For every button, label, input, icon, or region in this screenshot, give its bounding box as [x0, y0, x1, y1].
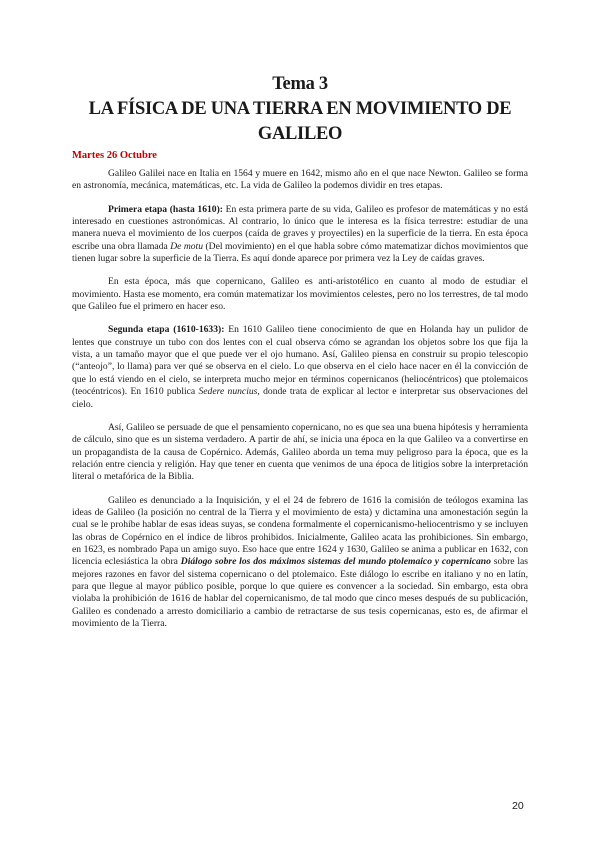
title-topic-number: Tema 3 — [272, 74, 328, 94]
session-date: Martes 26 Octubre — [72, 150, 157, 161]
second-stage-text-a: En 1610 Galileo tiene conocimiento de que en Holanda hay un pulidor de lentes que construye un tubo con dos lentes con el cual observa cómo se agrandan los objetos sobre los que fija la vista, a un tamaño mayor que el que puede ver el ojo humano. Así, Galileo piensa en construir su propio telescopio (“anteojo”, lo llama) para ver qué se observa en el cielo. Lo que observa en el cielo hace nacer en él la convicción de que lo está viendo en el cielo, se interpreta mucho mejor en términos copernicanos (heliocéntricos) que ptolemaicos (teocéntricos). En 1610 publica — [72, 324, 528, 398]
paragraph-intro: Galileo Galilei nace en Italia en 1564 y muere en 1642, mismo año en el que nace Newton. Galileo se forma en astronomía, mecánica, matemáticas, etc. La vida de Galileo la podemos dividir en tres etapas. — [72, 168, 528, 192]
inquisition-text-a: Galileo es denunciado a la Inquisición, y el el 24 de febrero de 1616 la comisión de teólogos examina las ideas de Galileo (la posición no central de la Tierra y el movimiento de esta) y dictamina una amonestación según la cual se le prohíbe hablar de esas ideas suyas, se condena formalmente el copernicanismo-heliocentrismo y se incluyen las obras de Copérnico en el índice de libros prohibidos. Inicialmente, Galileo acata las prohibiciones. Sin embargo, en 1623, es nombrado Papa un amigo suyo. Eso hace que entre 1624 y 1630, Galileo se anima a publicar en 1632, con licencia eclesiástica la obra — [72, 494, 528, 568]
paragraph-anti-aristotelian: En esta época, más que copernicano, Galileo es anti-aristotélico en cuanto al modo de estudiar el movimiento. Hasta ese momento, era común matematizar los movimientos celestes, pero no los terrestres, de tal modo que Galileo fue el primero en hacer eso. — [72, 276, 528, 313]
paragraph-copernican-conviction: Así, Galileo se persuade de que el pensamiento copernicano, no es que sea una buena hipótesis y herramienta de cálculo, sino que es un sistema verdadero. A partir de ahí, se inicia una época en la que Galileo va a convertirse en un propagandista de la causa de Copérnico. Además, Galileo aborda un tema muy peligroso para la época, que es la relación entre ciencia y religión. Hay que tener en cuenta que venimos de una época de litigios sobre la interpretación literal o metafórica de la Biblia. — [72, 421, 528, 483]
paragraph-second-stage — [72, 324, 528, 410]
page-number: 20 — [512, 800, 524, 812]
book-title-dialogo: Diálogo sobre los dos máximos sistemas del mundo ptolemaico y copernicano — [180, 556, 491, 568]
first-stage-text-b: (Del movimiento) en el que habla sobre cómo matematizar dichos movimientos que tienen lugar sobre la superficie de la Tierra. Es aquí donde aparece por primera vez la Ley de caídas graves. — [72, 240, 528, 265]
inquisition-text-b: sobre las mejores razones en favor del sistema copernicano o del ptolemaico. Este diálogo lo escribe en italiano y no en latín, para que llegue al mayor público posible, porque lo que quiere es convencer a la sociedad. Sin embargo, esta obra violaba la prohibición de 1616 de hablar del copernicanismo, de tal modo que cinco meses después de su publicación, Galileo es condenado a arresto domiciliario a cambio de retractarse de sus tesis copernicanas, esto es, de afirmar el movimiento de la Tierra. — [72, 556, 528, 629]
first-stage-text-a: En esta primera parte de su vida, Galileo es profesor de matemáticas y no está interesado en cuestiones astronómicas. Al contrario, lo único que le interesa es la física terrestre: estudiar de una manera nueva el movimiento de los cuerpos (caída de graves y proyectiles) en la superficie de la tierra. En esta época escribe una obra llamada — [72, 203, 529, 252]
title-heading-line-2: GALILEO — [257, 124, 343, 144]
title-heading-line-1: LA FÍSICA DE UNA TIERRA EN MOVIMIENTO DE — [88, 99, 512, 119]
second-stage-heading: Segunda etapa (1610-1633): — [108, 324, 225, 336]
paragraph-inquisition — [72, 495, 528, 631]
page-title — [60, 72, 540, 147]
book-title-sedere-nuncius: Sedere nuncius — [198, 386, 258, 398]
first-stage-heading: Primera etapa (hasta 1610): — [108, 203, 223, 215]
second-stage-text-b: , donde trata de explicar al lector e interpretar sus observaciones del cielo. — [72, 386, 528, 410]
paragraph-first-stage — [72, 204, 528, 266]
book-title-de-motu: De motu — [170, 240, 204, 252]
body-text — [72, 168, 528, 641]
